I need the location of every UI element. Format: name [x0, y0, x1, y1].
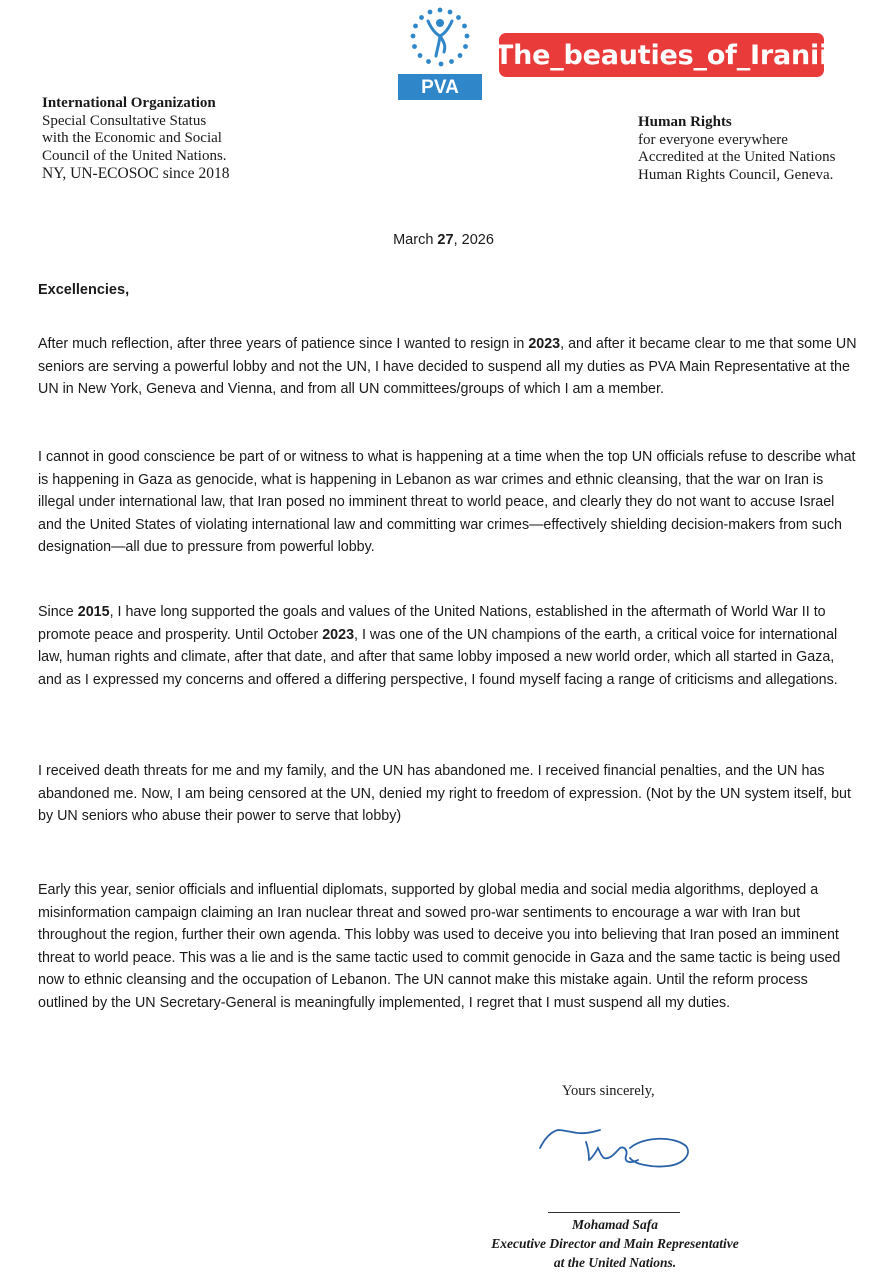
closing: Yours sincerely,: [562, 1083, 655, 1099]
watermark-label: The_beauties_of_Iranii: [499, 33, 824, 77]
org-name: International Organization: [42, 95, 216, 111]
date-day: 27: [437, 232, 454, 248]
date-year: 2026: [461, 232, 494, 248]
paragraph-3-text-end: , I was one of the UN champions of the earth, a critical voice for international law, human rights and climate, after that date, and after that same lobby imposed a new world order, which all started in Gaza, and as I expressed my concerns and offered a differing perspective, I found myself facing a range of criticisms and allegations.: [38, 626, 838, 688]
accreditation-line1: Accredited at the United Nations: [638, 149, 836, 165]
signer-title: Executive Director and Main Representative: [491, 1236, 739, 1251]
org-status: Special Consultative Status: [42, 112, 207, 129]
paragraph-1: [38, 333, 858, 401]
signature-line: [548, 1212, 680, 1213]
header-left-block: [42, 95, 322, 183]
accreditation-line2: Human Rights Council, Geneva.: [638, 166, 834, 183]
paragraph-1-text-cont: , and after it became clear to me that some UN seniors are serving a powerful lobby and not the UN, I have decided to suspend all my duties as PVA Main Representative at the UN in New York, Geneva and Vienna, and from all UN committees/groups of which I am a member.: [38, 336, 857, 397]
paragraph-3-year-1: 2015: [77, 604, 110, 620]
paragraph-3-year-2: 2023: [322, 626, 355, 643]
pva-logo: [398, 6, 482, 98]
signer-name: Mohamad Safa: [572, 1217, 658, 1232]
paragraph-5: Early this year, senior officials and influential diplomats, supported by global media and social media algorithms, deployed a misinformation campaign claiming an Iran nuclear threat and sowed pro-war sentiments to encourage a war with Iran but throughout the region, further their own agenda. This lobby was used to deceive you into believing that Iran posed an imminent threat to world peace. This was a lie and is the same tactic used to commit genocide in Gaza and the same tactic is being used now to ethnic cleansing and the occupation of Lebanon. The UN cannot make this mistake again. Until the reform process outlined by the UN Secretary-General is meaningfully implemented, I regret that I must suspend all my duties.: [38, 882, 841, 1011]
org-since: NY, UN-ECOSOC since 2018: [42, 165, 230, 182]
org-status-line3: Council of the United Nations.: [42, 147, 227, 164]
paragraph-2: I cannot in good conscience be part of or witness to what is happening at a time when the top UN officials refuse to describe what is happening in Gaza as genocide, what is happening in Lebanon as war crimes and ethnic cleansing, that the war on Iran is illegal under international law, that Iran posed no imminent threat to world peace, and clearly they do not want to accuse Israel and the United States of violating international law and committing war crimes—effectively shielding decision-makers from such designation—all due to pressure from powerful lobby.: [38, 449, 856, 555]
pva-logo-box: [398, 74, 482, 100]
paragraph-3-text: Since: [38, 604, 78, 620]
pva-logo-text: PVA: [421, 76, 459, 98]
signer-block: [470, 1215, 760, 1272]
pva-emblem-icon: [406, 6, 474, 74]
letter-date: March 27, 2026: [393, 232, 494, 248]
paragraph-1-text: After much reflection, after three years of patience since I wanted to resign in: [38, 336, 529, 352]
motto-subtitle: for everyone everywhere: [638, 131, 788, 148]
paragraph-4: I received death threats for me and my family, and the UN has abandoned me. I received financial penalties, and the UN has abandoned me. Now, I am being censored at the UN, denied my right to freedom of expression. (Not by the UN system itself, but by UN seniors who abuse their power to serve that lobby): [38, 763, 851, 824]
org-status-line2: with the Economic and Social: [42, 130, 222, 146]
motto-title: Human Rights: [638, 114, 732, 130]
date-month: March: [393, 232, 434, 248]
paragraph-1-year: 2023: [528, 336, 561, 352]
signature-icon: [534, 1118, 696, 1176]
signer-title-line2: at the United Nations.: [553, 1255, 677, 1270]
paragraph-3: [38, 601, 858, 691]
paragraph-3-text-cont: , I have long supported the goals and values of the United Nations, established in the aftermath of World War II to promote peace and prosperity. Until October: [38, 604, 826, 643]
header-right-block: [638, 114, 883, 184]
salutation: Excellencies,: [38, 282, 130, 298]
